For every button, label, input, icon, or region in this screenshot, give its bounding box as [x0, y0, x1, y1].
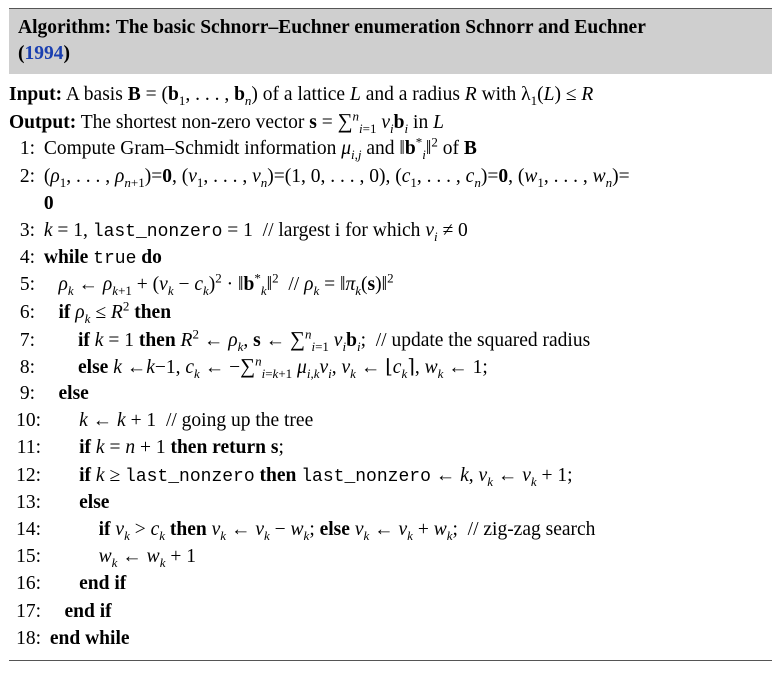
kw-then: then — [138, 329, 176, 351]
line-number: 9: — [19, 383, 35, 405]
line-number: 1: — [19, 138, 35, 160]
var-last-nonzero: last_nonzero — [92, 221, 223, 242]
kw-then: then — [170, 437, 208, 459]
comment: // largest i for which — [262, 219, 421, 241]
algo-line-5: 5: $\rho_k$ ← $\rho_{k+1} + (v_k - c_k)^2$ · $‖b^*_k‖^2 // \rho_k$ = $‖\pi_k(s)‖^2$ — [9, 271, 772, 298]
kw-if: if — [79, 437, 92, 459]
kw-end-if: end if — [79, 573, 127, 595]
algo-line-7: 7: if k = 1 then $R^2$ ← $\rho_k$, s ← ∑$^n_{i=1}$ $v_ib_i$; // update the squared radius — [9, 326, 772, 353]
line-number: 8: — [19, 356, 35, 378]
kw-if: if — [98, 519, 111, 540]
kw-then: then — [259, 464, 297, 486]
kw-if: if — [79, 464, 92, 486]
algo-line-8: 8: else k ←k−1, $c_k$ ← −∑$^n_{i=k+1}$ $\mu_{i,k}v_i$, $v_k$ ← $⌊c_k⌉$, $w_k$ ← 1; — [9, 353, 772, 380]
algo-line-9 — [9, 380, 772, 407]
algo-line-6: 6: if $\rho_k \le R^2$ then — [9, 299, 772, 326]
var-last-nonzero: last_nonzero — [125, 466, 255, 487]
line-number: 7: — [19, 329, 35, 351]
line-number: 4: — [19, 247, 35, 269]
kw-then: then — [169, 519, 207, 540]
line-number: 10: — [16, 410, 41, 432]
algorithm-label: Algorithm: — [18, 17, 112, 38]
algorithm-header — [9, 8, 772, 74]
comment: // zig-zag search — [467, 519, 596, 540]
line-number: 14: — [16, 519, 41, 540]
line-number: 17: — [16, 600, 41, 622]
kw-if: if — [58, 301, 71, 323]
line-number: 18: — [16, 627, 41, 649]
line-number: 3: — [19, 219, 35, 241]
algo-line-10: 10: k ← k + 1 // going up the tree — [9, 407, 772, 434]
kw-if: if — [78, 329, 90, 351]
line-number: 12: — [16, 464, 41, 486]
algo-line-3: 3: k = 1, last_nonzero = 1 // largest i for which $v_i \ne 0$ — [9, 217, 772, 244]
comment: // update the squared radius — [375, 329, 591, 351]
line-number: 16: — [16, 573, 41, 595]
algo-line-14: 14: if $v_k > c_k$ then $v_k$ ← $v_k - w_k$; else $v_k$ ← $v_k + w_k$; // zig-zag search — [9, 516, 772, 543]
citation-open: ( — [18, 43, 25, 64]
kw-while: while — [43, 247, 89, 269]
kw-else: else — [78, 356, 109, 378]
algo-line-4 — [9, 244, 772, 271]
algo-line-2-cont: 0 — [43, 192, 54, 214]
input-label: Input: — [9, 84, 63, 105]
kw-else: else — [58, 383, 89, 405]
algo-line-11: 11: if k = n + 1 then return s; — [9, 434, 772, 461]
line-number: 11: — [16, 437, 41, 459]
kw-return: return — [212, 437, 266, 459]
kw-then: then — [134, 301, 172, 323]
kw-end-while: end while — [49, 627, 130, 649]
bottom-rule — [9, 660, 772, 661]
input-line: Input: A basis $B = (b_1$, . . . , $b_n$) of a lattice L and a radius R with $\lambda_1(L) \le R$ — [9, 84, 594, 108]
output-line: Output: The shortest non-zero vector s = ∑$^n_{i=1}$ $v_ib_i$ in L — [9, 108, 444, 137]
algo-line-13 — [9, 489, 772, 516]
algorithm-body — [9, 74, 772, 652]
algo-line-18 — [9, 625, 772, 652]
line-number: 2: — [19, 165, 35, 187]
algo-line-2: 2: ($\rho_1$, . . . , $\rho_{n+1})=0$, ($v_1$, . . . , $v_n)=(1$, 0, . . . , 0), ($c_1$, . . . , $c_n)=0$, ($w_1$, . . . , $w_n)=$ — [9, 163, 772, 190]
algo-line-1: 1: Compute Gram–Schmidt information $\mu_{i,j}$ and $‖b^*_i‖^2$ of B — [9, 135, 772, 162]
var-last-nonzero: last_nonzero — [301, 466, 431, 487]
kw-else: else — [319, 519, 350, 540]
line-number: 15: — [16, 546, 41, 568]
algo-line-15: 15: $w_k$ ← $w_k + 1$ — [9, 543, 772, 570]
comment: // going up the tree — [165, 410, 314, 432]
kw-do: do — [141, 247, 162, 269]
output-label: Output: — [9, 112, 77, 134]
line-number: 13: — [16, 491, 41, 513]
citation-link[interactable]: 1994 — [24, 43, 64, 64]
line-number: 6: — [19, 301, 35, 323]
citation-close: ) — [63, 43, 70, 64]
kw-else: else — [79, 491, 110, 513]
algo-line-16 — [9, 570, 772, 597]
algorithm-box — [9, 8, 772, 652]
kw-true: true — [93, 249, 137, 270]
algorithm-title: The basic Schnorr–Euchner enumeration Schnorr and Euchner — [115, 17, 646, 38]
kw-end-if: end if — [64, 600, 112, 622]
line-number: 5: — [19, 274, 35, 296]
algo-line-17 — [9, 598, 772, 625]
algo-line-12: 12: if k ≥ last_nonzero then last_nonzero ← k, $v_k$ ← $v_k + 1$; — [9, 462, 772, 489]
